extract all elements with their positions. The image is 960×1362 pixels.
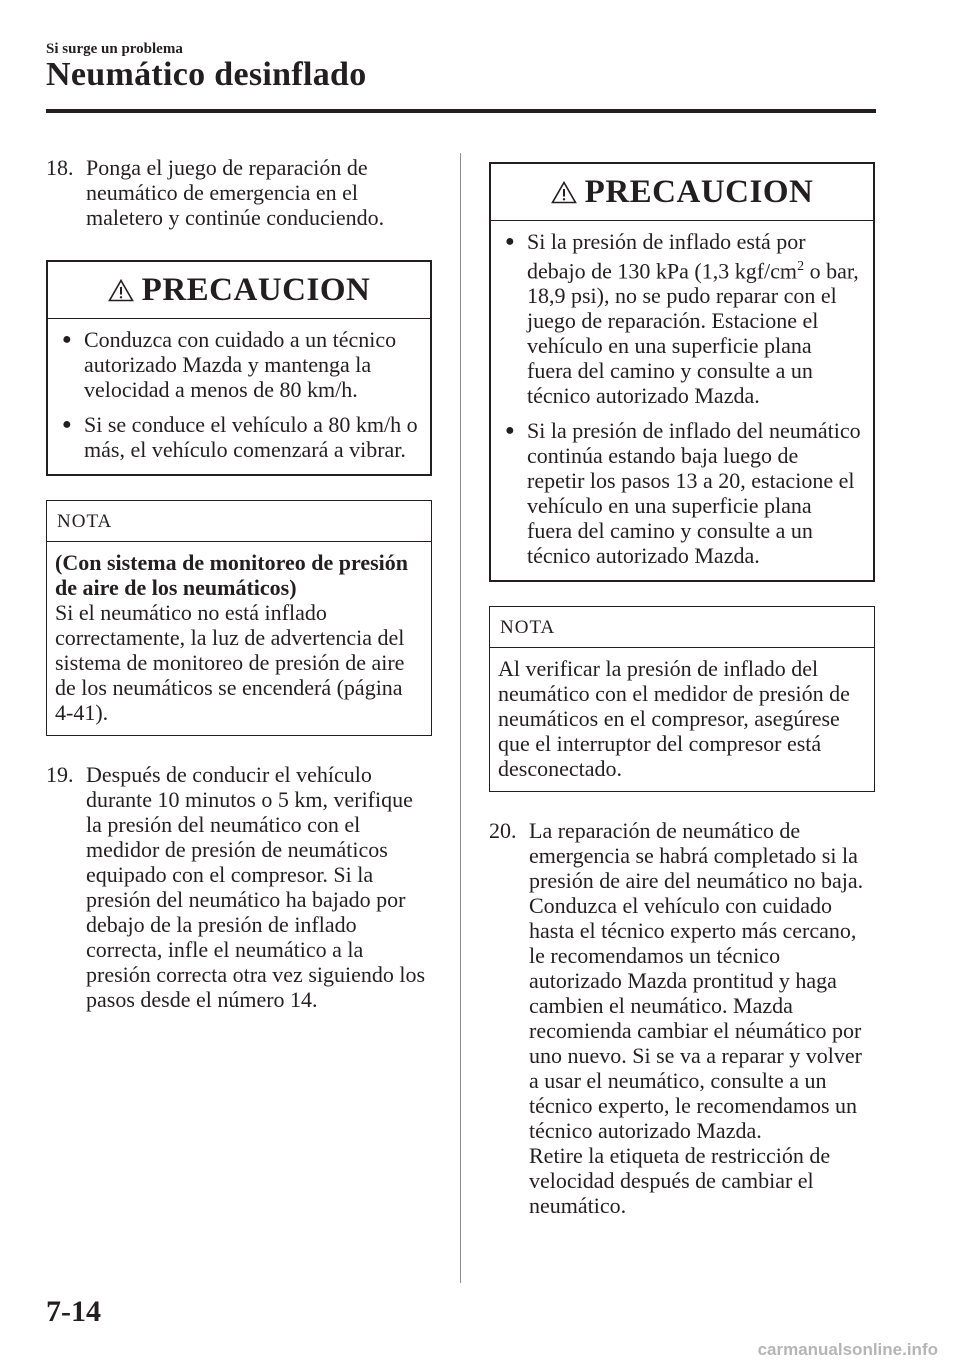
caution-bullet — [60, 412, 418, 462]
watermark: carmanualsonline.info — [757, 1340, 938, 1359]
note-text: Al verificar la presión de inflado del neumático con el medidor de presión de neumáticos en el compresor, asegúrese que el interruptor del compresor está desconectado. — [498, 656, 850, 782]
note-box-2 — [489, 606, 875, 792]
step-number: 20. — [489, 818, 517, 844]
note-body — [47, 542, 431, 735]
caution-title: PRECAUCION — [584, 173, 814, 210]
step-20 — [489, 818, 875, 1218]
bullet-text: Si se conduce el vehículo a 80 km/h o más, el vehículo comenzará a vibrar. — [84, 412, 418, 462]
step-text: La reparación de neumático de emergencia se habrá completado si la presión de aire del neumático no baja. Conduzca el vehículo con cuidado hasta el técnico experto más cercano, le recomendamos un técnico autorizado Mazda prontitud y haga cambien el neumático. Mazda recomienda cambiar el néumático por uno nuevo. Si se va a reparar y volver a usar el neumático, consulte a un técnico experto, le recomendamos un técnico autorizado Mazda. — [529, 818, 864, 1144]
bullet-icon: ● — [62, 416, 72, 433]
step-text: Después de conducir el vehículo durante 10 minutos o 5 km, verifique la presión del neumático con el medidor de presión de neumáticos equipado con el compresor. Si la presión del neumático ha bajado por debajo de la presión de inflado correcta, infle el neumático a la presión correcta otra vez siguiendo los pasos desde el número 14. — [86, 762, 426, 1012]
bullet-text-part: o bar, 18,9 psi), no se pudo reparar con el juego de reparación. Estacione el vehículo en una superficie plana fuera del camino y consulte a un técnico autorizado Mazda. — [527, 258, 859, 409]
bullet-text: Conduzca con cuidado a un técnico autorizado Mazda y mantenga la velocidad a menos de 80 km/h. — [84, 327, 397, 402]
caution-body — [48, 319, 430, 474]
note-label: NOTA — [47, 501, 431, 542]
caution-box-1 — [46, 260, 432, 476]
bullet-text-part: Si la presión de inflado está por debajo de 130 kPa (1,3 kgf/cm — [527, 229, 806, 284]
step-18 — [46, 155, 432, 230]
note-box-1 — [46, 500, 432, 736]
caution-header — [491, 164, 873, 221]
bullet-icon: ● — [505, 233, 515, 250]
bullet-text — [527, 229, 861, 408]
warning-triangle-icon — [108, 279, 134, 302]
caution-title: PRECAUCION — [141, 271, 371, 308]
note-text: Si el neumático no está inflado correctamente, la luz de advertencia del sistema de monitoreo de presión de aire de los neumáticos se encenderá (página 4-41). — [55, 600, 405, 725]
caution-body — [491, 221, 873, 580]
caution-header — [48, 262, 430, 319]
warning-triangle-icon — [551, 181, 577, 204]
caution-bullet — [60, 327, 418, 402]
bullet-icon: ● — [62, 331, 72, 348]
caution-bullet — [503, 229, 861, 408]
note-body — [490, 648, 874, 791]
bullet-text: Si la presión de inflado del neumático continúa estando baja luego de repetir los pasos 13 a 20, estacione el vehículo en una superficie plana fuera del camino y consulte a un técnico autorizado Mazda. — [527, 418, 861, 569]
step-number: 19. — [46, 762, 74, 787]
bullet-icon: ● — [505, 422, 515, 440]
right-column — [489, 162, 875, 1218]
page-title: Neumático desinflado — [46, 56, 367, 93]
step-text-continued: Retire la etiqueta de restricción de velocidad después de cambiar el neumático. — [529, 1143, 831, 1219]
header-divider — [46, 109, 876, 113]
step-number: 18. — [46, 155, 74, 180]
column-divider — [460, 153, 461, 1283]
caution-box-2 — [489, 162, 875, 582]
caution-bullet — [503, 418, 861, 568]
superscript: 2 — [797, 259, 805, 274]
note-label: NOTA — [490, 607, 874, 648]
left-column — [46, 155, 432, 1012]
step-text: Ponga el juego de reparación de neumático de emergencia en el maletero y continúe conduciendo. — [86, 155, 385, 230]
step-19 — [46, 762, 432, 1012]
note-subheading: (Con sistema de monitoreo de presión de aire de los neumáticos) — [55, 550, 409, 600]
section-heading: Si surge un problema — [46, 41, 183, 57]
page-number: 7-14 — [46, 1295, 101, 1328]
